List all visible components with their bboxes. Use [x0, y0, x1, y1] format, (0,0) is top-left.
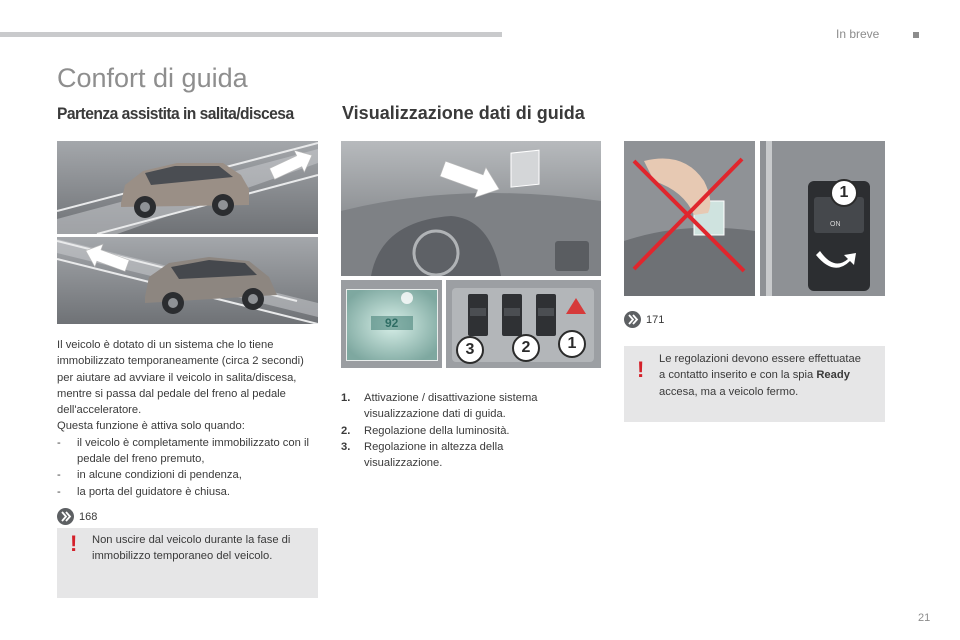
warning-icon: !	[637, 357, 645, 382]
hud-controls-list	[341, 390, 581, 471]
image-hud-on-switch	[760, 141, 885, 296]
warning-text-left: Non uscire dal veicolo durante la fase di immobilizzo temporaneo del veicolo.	[92, 534, 291, 563]
page-reference-icon	[624, 311, 641, 328]
image-do-not-adjust-manually	[624, 141, 755, 296]
callout-3: 3	[456, 336, 484, 364]
heading-head-up-display: Visualizzazione dati di guida	[342, 103, 585, 123]
section-marker	[913, 32, 919, 38]
image-car-uphill	[57, 141, 318, 234]
image-dashboard-head-up-display	[341, 141, 601, 276]
callout-1-right: 1	[830, 179, 858, 207]
list-item: 3. Regolazione in altezza della visualizzazione.	[341, 440, 504, 470]
condition-intro: Questa funzione è attiva solo quando:	[57, 420, 245, 433]
image-car-downhill	[57, 237, 318, 324]
warning-panel-left	[57, 528, 318, 598]
header-bar	[0, 32, 502, 37]
page-reference-icon	[57, 508, 74, 525]
callout-1: 1	[558, 330, 586, 358]
page-number: 21	[918, 612, 931, 624]
switch-on-label: ON	[830, 221, 841, 228]
list-item: 2. Regolazione della luminosità.	[341, 424, 510, 437]
heading-hill-start: Partenza assistita in salita/discesa	[57, 104, 294, 123]
callout-2: 2	[512, 334, 540, 362]
warning-text-right: Le regolazioni devono essere effettuatae a contatto inserito e con la spia Ready accesa, ma a veicolo fermo.	[659, 353, 861, 398]
bullet-item: - il veicolo è completamente immobilizzato con il pedale del freno premuto,	[57, 436, 309, 466]
page-reference-168[interactable]: 168	[57, 508, 97, 525]
image-hud-controls	[446, 280, 601, 368]
image-head-up-screen	[341, 280, 442, 368]
warning-panel-right	[624, 346, 885, 422]
page-reference-171[interactable]: 171	[624, 311, 664, 328]
hill-start-description	[57, 337, 319, 500]
section-label: In breve	[836, 27, 880, 41]
intro-paragraph: Il veicolo è dotato di un sistema che lo tiene immobilizzato temporaneamente (circa 2 secondi) per aiutare ad avviare il veicolo in salita/discesa, mentre si passa dal pedale del freno al pedale dell'acceleratore.	[57, 339, 304, 417]
bullet-item: - in alcune condizioni di pendenza,	[57, 469, 242, 482]
bullet-item: - la porta del guidatore è chiusa.	[57, 485, 230, 498]
warning-icon: !	[70, 531, 78, 556]
page-title: Confort di guida	[57, 63, 248, 93]
hud-speed-reading: 92	[385, 316, 399, 330]
list-item: 1. Attivazione / disattivazione sistema visualizzazione dati di guida.	[341, 392, 538, 421]
